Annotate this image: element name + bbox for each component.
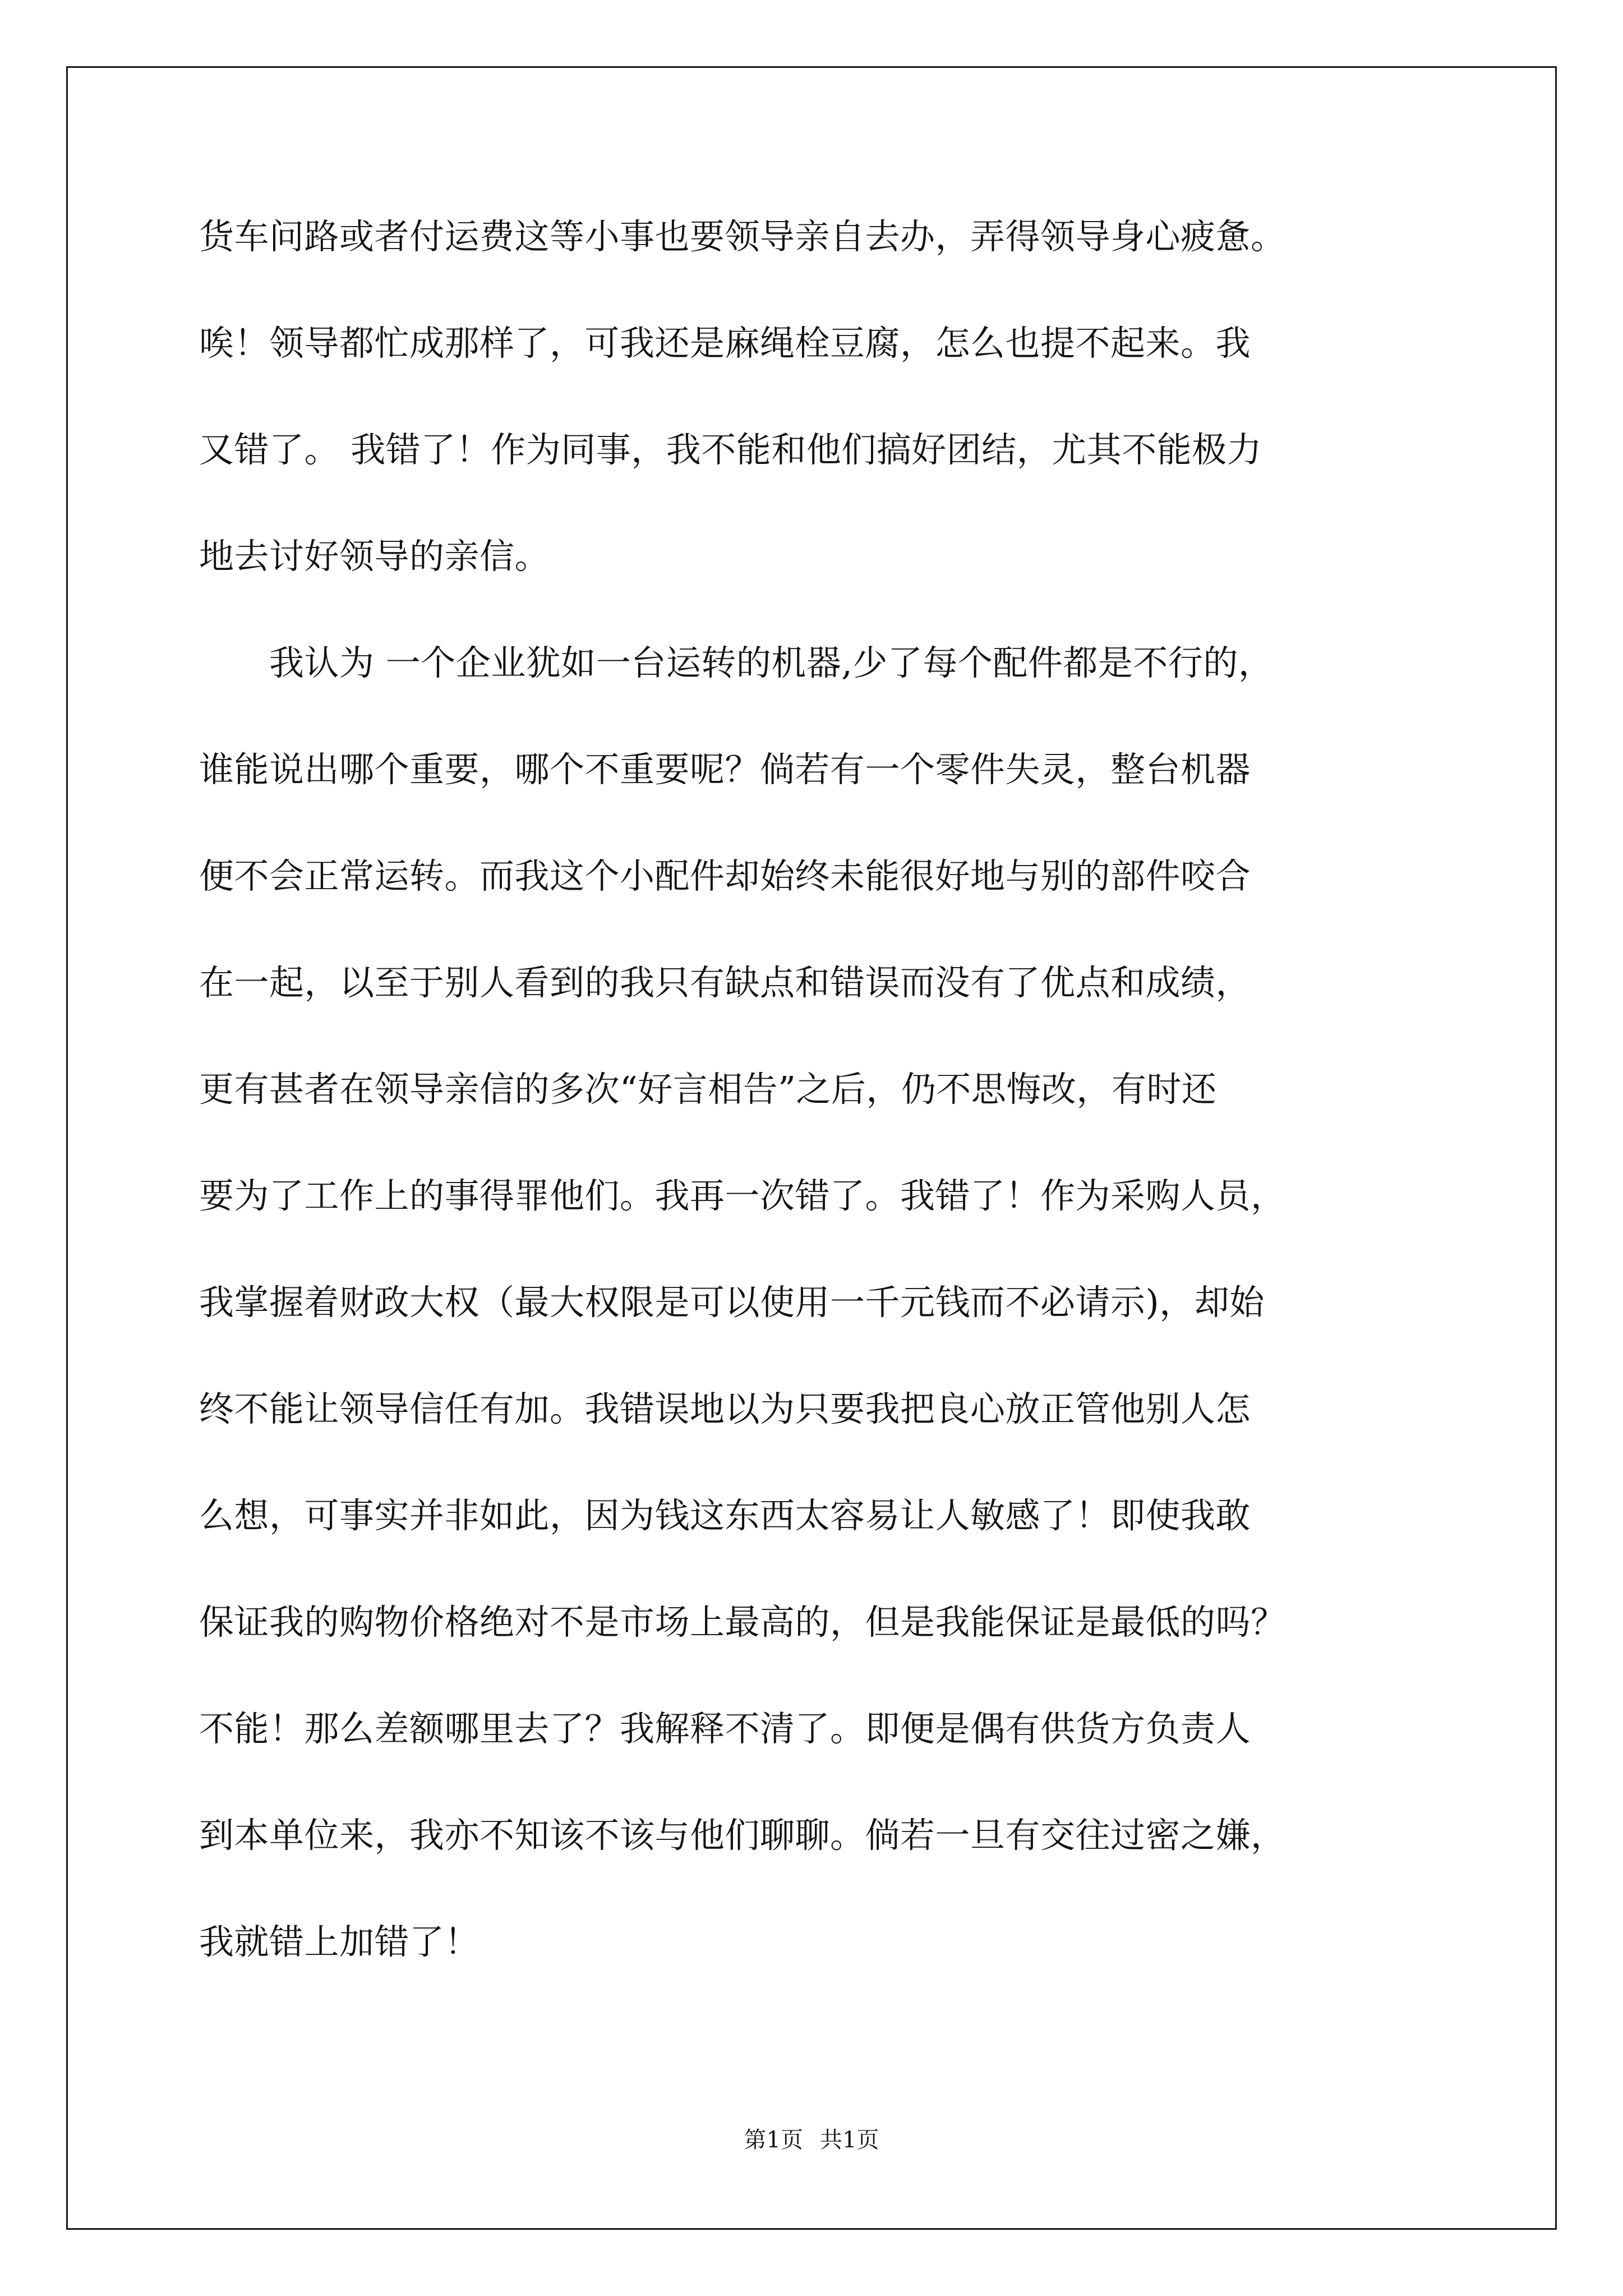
page-footer: [0, 2123, 1623, 2157]
text-line: 便不会正常运转。而我这个小配件却始终未能很好地与别的部件咬合: [199, 855, 1251, 896]
document-body: [199, 203, 1438, 2015]
text-line: 地去讨好领导的亲信。: [199, 536, 550, 577]
text-line: 我就错上加错了！: [199, 1921, 480, 1962]
page-total: 共1页: [820, 2127, 879, 2153]
text-line: 在一起，以至于别人看到的我只有缺点和错误而没有了优点和成绩，: [199, 962, 1251, 1003]
text-line: 又错了。 我错了！作为同事，我不能和他们搞好团结，尤其不能极力: [199, 429, 1262, 470]
text-line: 不能！那么差额哪里去了？我解释不清了。即便是偶有供货方负责人: [199, 1708, 1251, 1749]
text-line: 我掌握着财政大权（最大权限是可以使用一千元钱而不必请示)，却始: [199, 1282, 1265, 1323]
text-line: 要为了工作上的事得罪他们。我再一次错了。我错了！作为采购人员，: [199, 1175, 1286, 1216]
text-line: 保证我的购物价格绝对不是市场上最高的，但是我能保证是最低的吗？: [199, 1602, 1286, 1642]
text-line: 唉！领导都忙成那样了，可我还是麻绳栓豆腐，怎么也提不起来。我: [199, 323, 1251, 364]
page-number: 第1页: [744, 2127, 803, 2153]
text-line: 我认为 一个企业犹如一台运转的机器,少了每个配件都是不行的，: [199, 642, 1274, 683]
text-line: 到本单位来，我亦不知该不该与他们聊聊。倘若一旦有交往过密之嫌，: [199, 1815, 1286, 1856]
text-line: 终不能让领导信任有加。我错误地以为只要我把良心放正管他别人怎: [199, 1388, 1251, 1429]
text-line: 么想，可事实并非如此，因为钱这东西太容易让人敏感了！即使我敢: [199, 1495, 1251, 1536]
text-line: 谁能说出哪个重要，哪个不重要呢？倘若有一个零件失灵，整台机器: [199, 749, 1251, 790]
text-line: 更有甚者在领导亲信的多次“好言相告”之后，仍不思悔改，有时还: [199, 1069, 1217, 1110]
text-line: 货车问路或者付运费这等小事也要领导亲自去办，弄得领导身心疲惫。: [199, 216, 1286, 257]
